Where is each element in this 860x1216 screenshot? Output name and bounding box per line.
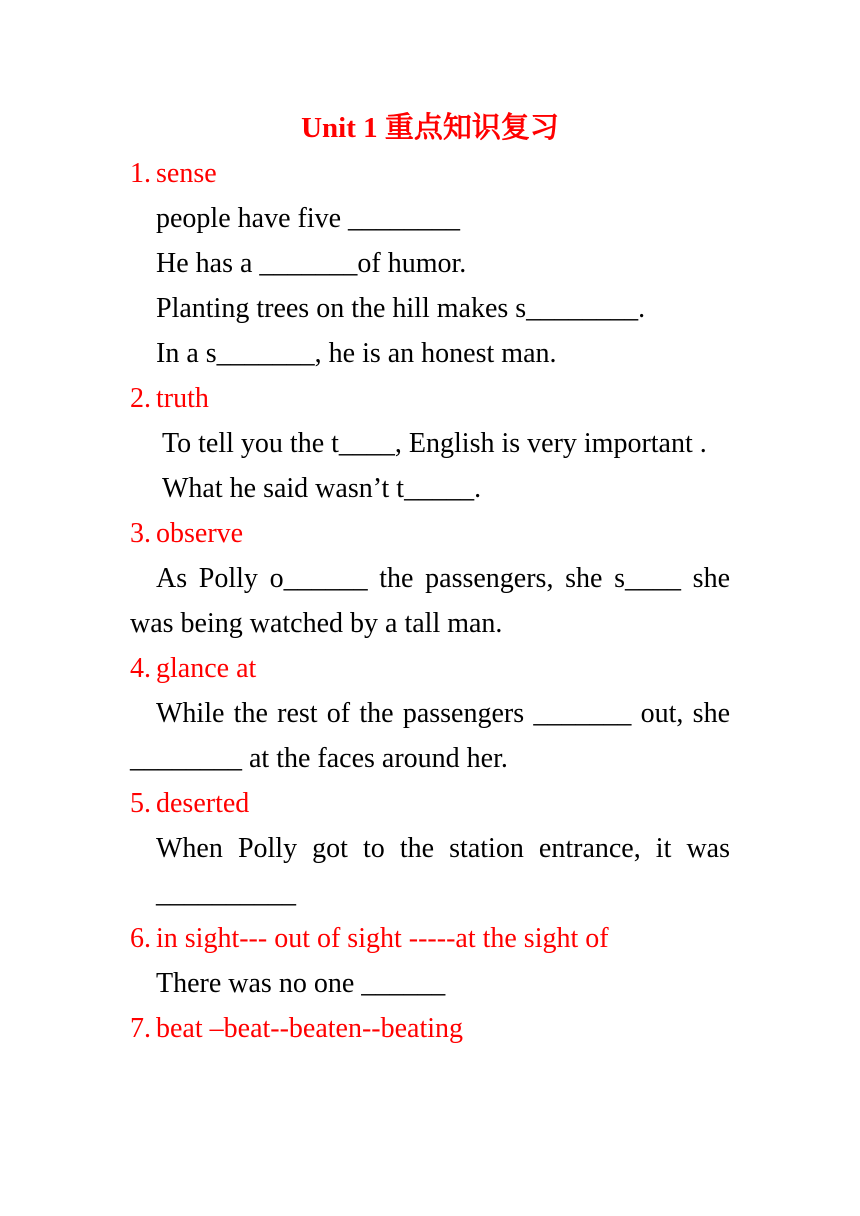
section-heading-observe (130, 511, 730, 556)
section-keyword: observe (156, 518, 244, 549)
section-number: 2. (130, 383, 151, 414)
section-heading-sense (130, 151, 730, 196)
section-keyword: beat –beat--beaten--beating (156, 1013, 464, 1044)
section-keyword: deserted (156, 788, 250, 819)
exercise-sentence: While the rest of the passengers _______ out, she ________ at the faces around her. (130, 698, 730, 774)
section-number: 6. (130, 923, 151, 954)
exercise-sentence: As Polly o______ the passengers, she s____ she was being watched by a tall man. (130, 563, 730, 639)
section-keyword: glance at (156, 653, 257, 684)
exercise-sentence: When Polly got to the station entrance, it was __________ (156, 833, 730, 909)
exercise-sentence: He has a _______of humor. (156, 248, 467, 279)
section-heading-glance-at (130, 646, 730, 691)
section-heading-deserted (130, 781, 730, 826)
section-keyword: sense (156, 158, 217, 189)
section-number: 4. (130, 653, 151, 684)
exercise-sentence: Planting trees on the hill makes s________. (156, 293, 646, 324)
section-heading-in-sight (130, 916, 730, 961)
section-heading-beat (130, 1006, 730, 1051)
section-heading-truth (130, 376, 730, 421)
exercise-sentence: In a s_______, he is an honest man. (156, 338, 557, 369)
section-number: 3. (130, 518, 151, 549)
section-number: 7. (130, 1013, 151, 1044)
exercise-list (130, 151, 730, 1051)
exercise-sentence: There was no one ______ (156, 968, 446, 999)
exercise-sentence: What he said wasn’t t_____. (162, 473, 482, 504)
exercise-sentence: To tell you the t____, English is very important . (162, 428, 707, 459)
exercise-sentence: people have five ________ (156, 203, 461, 234)
section-keyword: in sight--- out of sight -----at the sight of (156, 923, 609, 954)
section-keyword: truth (156, 383, 209, 414)
page-title: Unit 1 重点知识复习 (301, 112, 559, 144)
section-number: 5. (130, 788, 151, 819)
section-number: 1. (130, 158, 151, 189)
